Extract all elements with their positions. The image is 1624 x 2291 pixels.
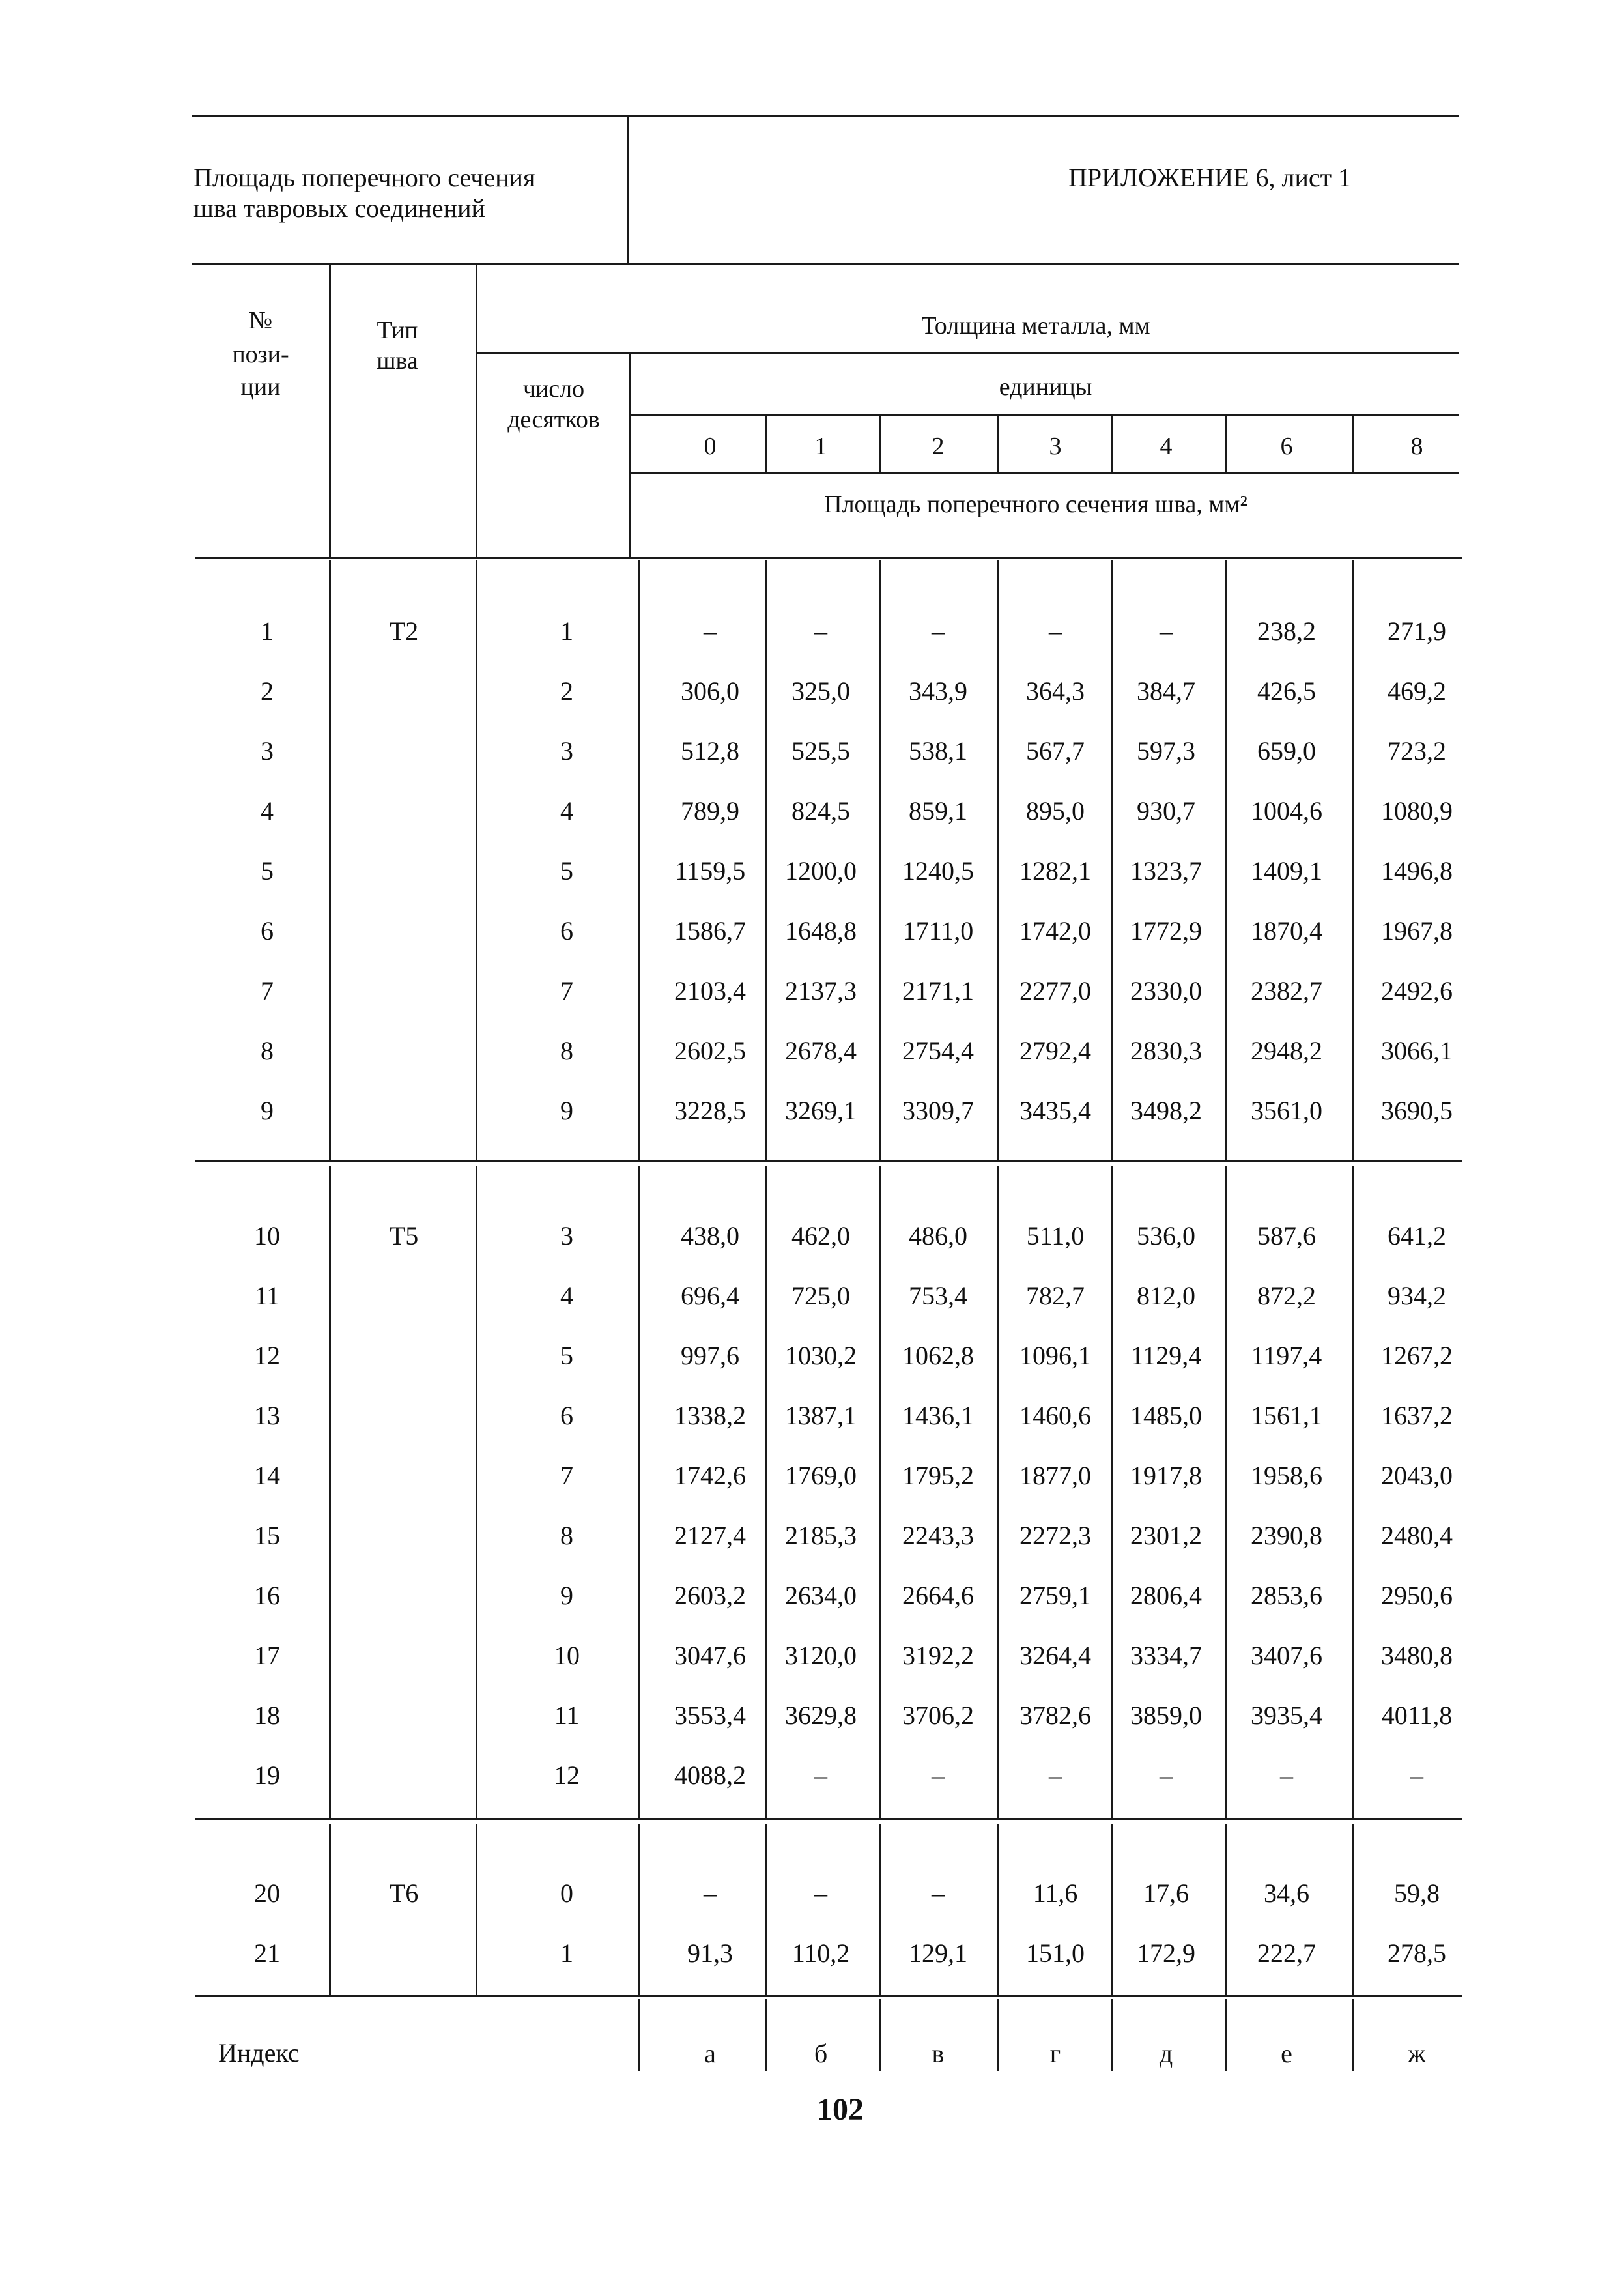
column-rule (1111, 1166, 1113, 1818)
col-area: Площадь поперечного сечения шва, мм² (824, 491, 1247, 518)
area-cell: 1967,8 (1381, 916, 1453, 945)
area-cell: 597,3 (1137, 736, 1195, 766)
area-cell: 1877,0 (1019, 1461, 1091, 1490)
header-divider (627, 115, 629, 263)
area-cell: 4088,2 (674, 1761, 746, 1790)
area-cell: 525,5 (791, 736, 850, 766)
area-cell: 1648,8 (785, 916, 857, 945)
area-cell: 1460,6 (1019, 1401, 1091, 1430)
column-rule (997, 1824, 999, 1995)
area-cell: 3269,1 (785, 1096, 857, 1125)
area-cell: 3047,6 (674, 1641, 746, 1670)
area-cell: 725,0 (791, 1281, 850, 1310)
column-rule (638, 1166, 640, 1818)
thickness-rule (476, 352, 1459, 354)
area-cell: 384,7 (1137, 676, 1195, 706)
unit-divider (879, 414, 881, 472)
column-rule (879, 1824, 881, 1995)
area-cell: 3264,4 (1019, 1641, 1091, 1670)
tens-value: 12 (554, 1761, 580, 1790)
index-column-rule (638, 1999, 640, 2071)
area-cell: 696,4 (681, 1281, 739, 1310)
area-cell: 2301,2 (1130, 1521, 1202, 1550)
area-cell: 2664,6 (902, 1581, 974, 1610)
column-rule (997, 1166, 999, 1818)
area-cell: 3192,2 (902, 1641, 974, 1670)
area-cell: 1030,2 (785, 1341, 857, 1370)
column-rule (329, 560, 331, 1160)
column-rule (476, 1824, 477, 1995)
tens-value: 8 (560, 1521, 573, 1550)
position-number: 14 (254, 1461, 280, 1490)
group-bottom-rule (195, 1818, 1462, 1820)
area-cell: 2185,3 (785, 1521, 857, 1550)
tens-value: 8 (560, 1036, 573, 1065)
index-column-rule (879, 1999, 881, 2071)
tens-value: 10 (554, 1641, 580, 1670)
tens-value: 5 (560, 1341, 573, 1370)
area-cell: 3561,0 (1251, 1096, 1322, 1125)
area-cell: 567,7 (1026, 736, 1085, 766)
unit-value-header: 6 (1280, 433, 1293, 460)
area-cell: 438,0 (681, 1221, 739, 1250)
column-rule (1225, 1166, 1227, 1818)
area-cell: 1338,2 (674, 1401, 746, 1430)
position-number: 2 (261, 676, 274, 706)
area-cell: 1062,8 (902, 1341, 974, 1370)
area-cell: 59,8 (1394, 1879, 1440, 1908)
area-cell: 1742,0 (1019, 916, 1091, 945)
area-cell: 753,4 (909, 1281, 967, 1310)
area-cell: 17,6 (1143, 1879, 1189, 1908)
area-cell: 2103,4 (674, 976, 746, 1005)
unit-values-rule (629, 472, 1459, 474)
index-label: Индекс (218, 2038, 300, 2068)
area-cell: 659,0 (1257, 736, 1316, 766)
area-cell: 1267,2 (1381, 1341, 1453, 1370)
area-cell: 1496,8 (1381, 856, 1453, 886)
area-cell: 2043,0 (1381, 1461, 1453, 1490)
area-cell: 1711,0 (902, 916, 974, 945)
index-value: а (704, 2039, 716, 2068)
area-cell: 2950,6 (1381, 1581, 1453, 1610)
index-value: б (814, 2039, 828, 2068)
appendix-label: ПРИЛОЖЕНИЕ 6, лист 1 (1068, 163, 1352, 192)
position-number: 5 (261, 856, 274, 886)
col-position-line2: пози- (232, 341, 289, 368)
area-cell: 343,9 (909, 676, 967, 706)
column-rule (1352, 1166, 1354, 1818)
tens-value: 9 (560, 1096, 573, 1125)
area-cell: 2330,0 (1130, 976, 1202, 1005)
top-rule (192, 115, 1459, 117)
area-cell: 1129,4 (1130, 1341, 1202, 1370)
area-cell: 1769,0 (785, 1461, 857, 1490)
area-cell: 1409,1 (1251, 856, 1322, 886)
weld-type-label: Т6 (389, 1879, 419, 1908)
position-number: 19 (254, 1761, 280, 1790)
tens-value: 7 (560, 976, 573, 1005)
tens-value: 1 (560, 1938, 573, 1968)
area-cell: 3706,2 (902, 1701, 974, 1730)
unit-divider (765, 414, 767, 472)
area-cell: – (1160, 1761, 1173, 1790)
area-cell: 930,7 (1137, 796, 1195, 826)
area-cell: – (932, 1879, 945, 1908)
area-cell: 512,8 (681, 736, 739, 766)
column-rule (1111, 560, 1113, 1160)
area-cell: 1096,1 (1019, 1341, 1091, 1370)
position-number: 8 (261, 1036, 274, 1065)
area-cell: – (1049, 616, 1062, 646)
unit-value-header: 2 (932, 433, 945, 460)
col-tens-line1: число (522, 375, 585, 403)
units-rule (629, 414, 1459, 416)
area-cell: 306,0 (681, 676, 739, 706)
position-number: 6 (261, 916, 274, 945)
col-thickness: Толщина металла, мм (921, 312, 1150, 339)
area-cell: 1004,6 (1251, 796, 1322, 826)
area-cell: 2277,0 (1019, 976, 1091, 1005)
area-cell: 1561,1 (1251, 1401, 1322, 1430)
area-cell: – (932, 1761, 945, 1790)
area-cell: 2171,1 (902, 976, 974, 1005)
area-cell: 3629,8 (785, 1701, 857, 1730)
area-cell: 511,0 (1026, 1221, 1085, 1250)
area-cell: 997,6 (681, 1341, 739, 1370)
column-rule (1225, 1824, 1227, 1995)
area-cell: 3553,4 (674, 1701, 746, 1730)
col-position-line3: ции (240, 373, 281, 401)
unit-divider (997, 414, 999, 472)
area-cell: 222,7 (1257, 1938, 1316, 1968)
index-column-rule (1225, 1999, 1227, 2071)
area-cell: 469,2 (1388, 676, 1446, 706)
table-title-line2: шва тавровых соединений (193, 194, 485, 223)
position-number: 20 (254, 1879, 280, 1908)
tens-value: 2 (560, 676, 573, 706)
tens-value: 11 (554, 1701, 580, 1730)
area-cell: 11,6 (1033, 1879, 1078, 1908)
index-column-rule (1111, 1999, 1113, 2071)
area-cell: 3935,4 (1251, 1701, 1322, 1730)
area-cell: 91,3 (687, 1938, 733, 1968)
area-cell: 3228,5 (674, 1096, 746, 1125)
area-cell: 1958,6 (1251, 1461, 1322, 1490)
column-rule (638, 560, 640, 1160)
area-cell: 2243,3 (902, 1521, 974, 1550)
unit-value-header: 8 (1410, 433, 1423, 460)
area-cell: – (1160, 616, 1173, 646)
tens-value: 3 (560, 736, 573, 766)
area-cell: 538,1 (909, 736, 967, 766)
area-cell: 2792,4 (1019, 1036, 1091, 1065)
index-value: ж (1408, 2039, 1426, 2068)
area-cell: 2382,7 (1251, 976, 1322, 1005)
unit-value-header: 0 (704, 433, 717, 460)
column-rule (476, 1166, 477, 1818)
area-cell: – (1410, 1761, 1423, 1790)
index-column-rule (997, 1999, 999, 2071)
tens-value: 7 (560, 1461, 573, 1490)
area-cell: 872,2 (1257, 1281, 1316, 1310)
area-cell: 1323,7 (1130, 856, 1202, 886)
area-cell: 2390,8 (1251, 1521, 1322, 1550)
area-cell: 2492,6 (1381, 976, 1453, 1005)
table-title-line1: Площадь поперечного сечения (193, 163, 535, 192)
position-number: 17 (254, 1641, 280, 1670)
area-cell: 1586,7 (674, 916, 746, 945)
position-number: 13 (254, 1401, 280, 1430)
tens-value: 0 (560, 1879, 573, 1908)
area-cell: 3334,7 (1130, 1641, 1202, 1670)
column-rule (329, 1166, 331, 1818)
col-type-line2: шва (377, 347, 418, 375)
header-table-rule (195, 557, 1462, 559)
position-number: 7 (261, 976, 274, 1005)
area-cell: 2603,2 (674, 1581, 746, 1610)
area-cell: 2127,4 (674, 1521, 746, 1550)
page-number: 102 (817, 2092, 864, 2127)
unit-value-header: 3 (1049, 433, 1062, 460)
area-cell: 824,5 (791, 796, 850, 826)
area-cell: – (814, 1761, 827, 1790)
area-cell: 2853,6 (1251, 1581, 1322, 1610)
area-cell: 2948,2 (1251, 1036, 1322, 1065)
area-cell: 2272,3 (1019, 1521, 1091, 1550)
area-cell: 110,2 (791, 1938, 850, 1968)
area-cell: 3309,7 (902, 1096, 974, 1125)
tens-value: 3 (560, 1221, 573, 1250)
column-rule (765, 560, 767, 1160)
index-value: е (1281, 2039, 1292, 2068)
area-cell: 3066,1 (1381, 1036, 1453, 1065)
area-cell: 1436,1 (902, 1401, 974, 1430)
area-cell: 151,0 (1026, 1938, 1085, 1968)
area-cell: 325,0 (791, 676, 850, 706)
area-cell: 782,7 (1026, 1281, 1085, 1310)
unit-value-header: 4 (1160, 433, 1173, 460)
position-number: 3 (261, 736, 274, 766)
area-cell: 3435,4 (1019, 1096, 1091, 1125)
tens-value: 1 (560, 616, 573, 646)
area-cell: 486,0 (909, 1221, 967, 1250)
area-cell: 536,0 (1137, 1221, 1195, 1250)
area-cell: 462,0 (791, 1221, 850, 1250)
unit-divider (1352, 414, 1354, 472)
weld-type-label: Т5 (389, 1221, 419, 1250)
area-cell: 3782,6 (1019, 1701, 1091, 1730)
column-rule (638, 1824, 640, 1995)
column-rule (1111, 1824, 1113, 1995)
column-rule (765, 1166, 767, 1818)
position-number: 12 (254, 1341, 280, 1370)
area-cell: 4011,8 (1381, 1701, 1453, 1730)
area-cell: 426,5 (1257, 676, 1316, 706)
area-cell: 641,2 (1388, 1221, 1446, 1250)
area-cell: 1742,6 (674, 1461, 746, 1490)
column-rule (997, 560, 999, 1160)
unit-divider (1225, 414, 1227, 472)
position-number: 21 (254, 1938, 280, 1968)
area-cell: 789,9 (681, 796, 739, 826)
tens-value: 9 (560, 1581, 573, 1610)
area-cell: 2480,4 (1381, 1521, 1453, 1550)
position-number: 1 (261, 616, 274, 646)
area-cell: 3498,2 (1130, 1096, 1202, 1125)
area-cell: 859,1 (909, 796, 967, 826)
area-cell: 2634,0 (785, 1581, 857, 1610)
area-cell: 934,2 (1388, 1281, 1446, 1310)
area-cell: 895,0 (1026, 796, 1085, 826)
column-rule (879, 560, 881, 1160)
area-cell: 129,1 (909, 1938, 967, 1968)
col-position-line1: № (248, 307, 273, 334)
tens-value: 4 (560, 1281, 573, 1310)
tens-value: 5 (560, 856, 573, 886)
area-cell: – (1280, 1761, 1293, 1790)
header-bottom-rule (192, 263, 1459, 265)
area-cell: 1795,2 (902, 1461, 974, 1490)
position-number: 15 (254, 1521, 280, 1550)
position-number: 4 (261, 796, 274, 826)
col-type-line1: Тип (377, 317, 418, 344)
area-cell: 1387,1 (785, 1401, 857, 1430)
area-cell: – (1049, 1761, 1062, 1790)
position-number: 9 (261, 1096, 274, 1125)
position-number: 16 (254, 1581, 280, 1610)
area-cell: 3407,6 (1251, 1641, 1322, 1670)
area-cell: 2754,4 (902, 1036, 974, 1065)
area-cell: 1197,4 (1251, 1341, 1322, 1370)
area-cell: 1282,1 (1019, 856, 1091, 886)
group-bottom-rule (195, 1995, 1462, 1997)
area-cell: 278,5 (1388, 1938, 1446, 1968)
area-cell: 1870,4 (1251, 916, 1322, 945)
area-cell: 2678,4 (785, 1036, 857, 1065)
area-cell: 1159,5 (674, 856, 746, 886)
area-cell: 1772,9 (1130, 916, 1202, 945)
column-rule (1352, 1824, 1354, 1995)
weld-type-label: Т2 (389, 616, 419, 646)
header-column-rule (329, 263, 331, 557)
area-cell: 1637,2 (1381, 1401, 1453, 1430)
area-cell: 812,0 (1137, 1281, 1195, 1310)
column-rule (329, 1824, 331, 1995)
column-rule (1225, 560, 1227, 1160)
tens-value: 6 (560, 1401, 573, 1430)
area-cell: – (704, 616, 717, 646)
tens-value: 6 (560, 916, 573, 945)
area-cell: 34,6 (1264, 1879, 1309, 1908)
area-cell: 2830,3 (1130, 1036, 1202, 1065)
area-cell: 172,9 (1137, 1938, 1195, 1968)
area-cell: 2759,1 (1019, 1581, 1091, 1610)
area-cell: 3690,5 (1381, 1096, 1453, 1125)
area-cell: – (814, 616, 827, 646)
area-cell: – (932, 616, 945, 646)
col-tens-line2: десятков (507, 406, 600, 433)
area-cell: 3120,0 (785, 1641, 857, 1670)
position-number: 10 (254, 1221, 280, 1250)
area-cell: 364,3 (1026, 676, 1085, 706)
area-cell: 271,9 (1388, 616, 1446, 646)
group-bottom-rule (195, 1160, 1462, 1162)
area-cell: 1485,0 (1130, 1401, 1202, 1430)
unit-value-header: 1 (814, 433, 827, 460)
column-rule (879, 1166, 881, 1818)
area-cell: 587,6 (1257, 1221, 1316, 1250)
index-value: д (1159, 2039, 1173, 2068)
area-cell: 723,2 (1388, 736, 1446, 766)
index-value: г (1049, 2039, 1061, 2068)
col-units: единицы (999, 373, 1092, 401)
area-cell: 238,2 (1257, 616, 1316, 646)
position-number: 11 (254, 1281, 280, 1310)
column-rule (1352, 560, 1354, 1160)
tens-value: 4 (560, 796, 573, 826)
index-value: в (932, 2039, 945, 2068)
area-cell: 1080,9 (1381, 796, 1453, 826)
unit-divider (1111, 414, 1113, 472)
header-column-rule (629, 352, 631, 557)
area-cell: – (814, 1879, 827, 1908)
area-cell: 1917,8 (1130, 1461, 1202, 1490)
position-number: 18 (254, 1701, 280, 1730)
area-cell: 2602,5 (674, 1036, 746, 1065)
column-rule (765, 1824, 767, 1995)
column-rule (476, 560, 477, 1160)
header-column-rule (476, 263, 477, 557)
index-column-rule (765, 1999, 767, 2071)
area-cell: 3480,8 (1381, 1641, 1453, 1670)
area-cell: 1240,5 (902, 856, 974, 886)
area-cell: 3859,0 (1130, 1701, 1202, 1730)
area-cell: 2137,3 (785, 976, 857, 1005)
area-cell: 2806,4 (1130, 1581, 1202, 1610)
area-cell: – (704, 1879, 717, 1908)
index-column-rule (1352, 1999, 1354, 2071)
area-cell: 1200,0 (785, 856, 857, 886)
